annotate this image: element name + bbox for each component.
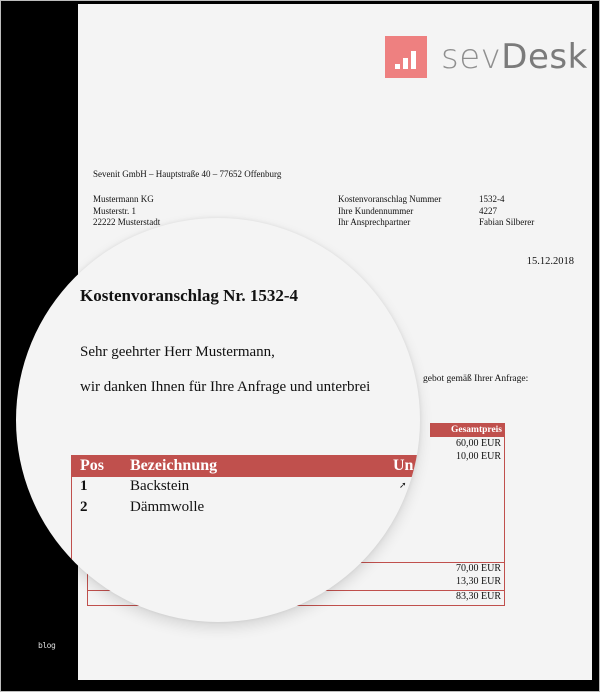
subtotal-value: 70,00 EUR	[456, 563, 501, 574]
row-1-total: 60,00 EUR	[456, 438, 501, 449]
meta-row-quote-number: Kostenvoranschlag Nummer 1532-4	[338, 194, 505, 204]
logo-text: sevDesk	[441, 37, 588, 77]
tax-value: 13,30 EUR	[456, 576, 501, 587]
table-header	[71, 455, 420, 477]
column-header-total: Gesamtpreis	[430, 423, 505, 437]
recipient-line-1: Mustermann KG	[93, 194, 154, 204]
magnifier-lens: Kostenvoranschlag Nr. 1532-4 Sehr geehrter Herr Mustermann, wir danken Ihnen für Ihre Anfrage und unterbrei Pos Bezeichnung Un 1 Backstein 2 Dämmwolle ➚	[16, 218, 420, 622]
document-title: Kostenvoranschlag Nr. 1532-4	[80, 286, 299, 305]
watermark-text: blog	[38, 641, 56, 650]
salutation: Sehr geehrter Herr Mustermann,	[80, 344, 275, 360]
sender-address-line: Sevenit GmbH – Hauptstraße 40 – 77652 Offenburg	[93, 169, 282, 179]
bar-chart-icon	[385, 36, 427, 78]
document-date: 15.12.2018	[526, 256, 574, 267]
intro-text-tail: gebot gemäß Ihrer Anfrage:	[423, 374, 529, 384]
column-header-description: Bezeichnung	[130, 457, 218, 474]
sevdesk-logo	[385, 36, 588, 78]
recipient-line-2: Musterstr. 1	[93, 205, 137, 216]
cursor-icon: ➚	[399, 481, 407, 491]
grand-total-value: 83,30 EUR	[456, 591, 501, 602]
meta-row-customer-number: Ihre Kundennummer 4227	[338, 205, 497, 216]
column-header-unit: Un	[393, 457, 414, 474]
row-2-total: 10,00 EUR	[456, 451, 501, 462]
meta-row-contact-person: Ihr Ansprechpartner Fabian Silberer	[338, 217, 535, 227]
intro-text: wir danken Ihnen für Ihre Anfrage und unterbrei	[80, 379, 371, 395]
column-header-pos: Pos	[80, 457, 104, 474]
recipient-line-3: 22222 Musterstadt	[93, 217, 161, 227]
